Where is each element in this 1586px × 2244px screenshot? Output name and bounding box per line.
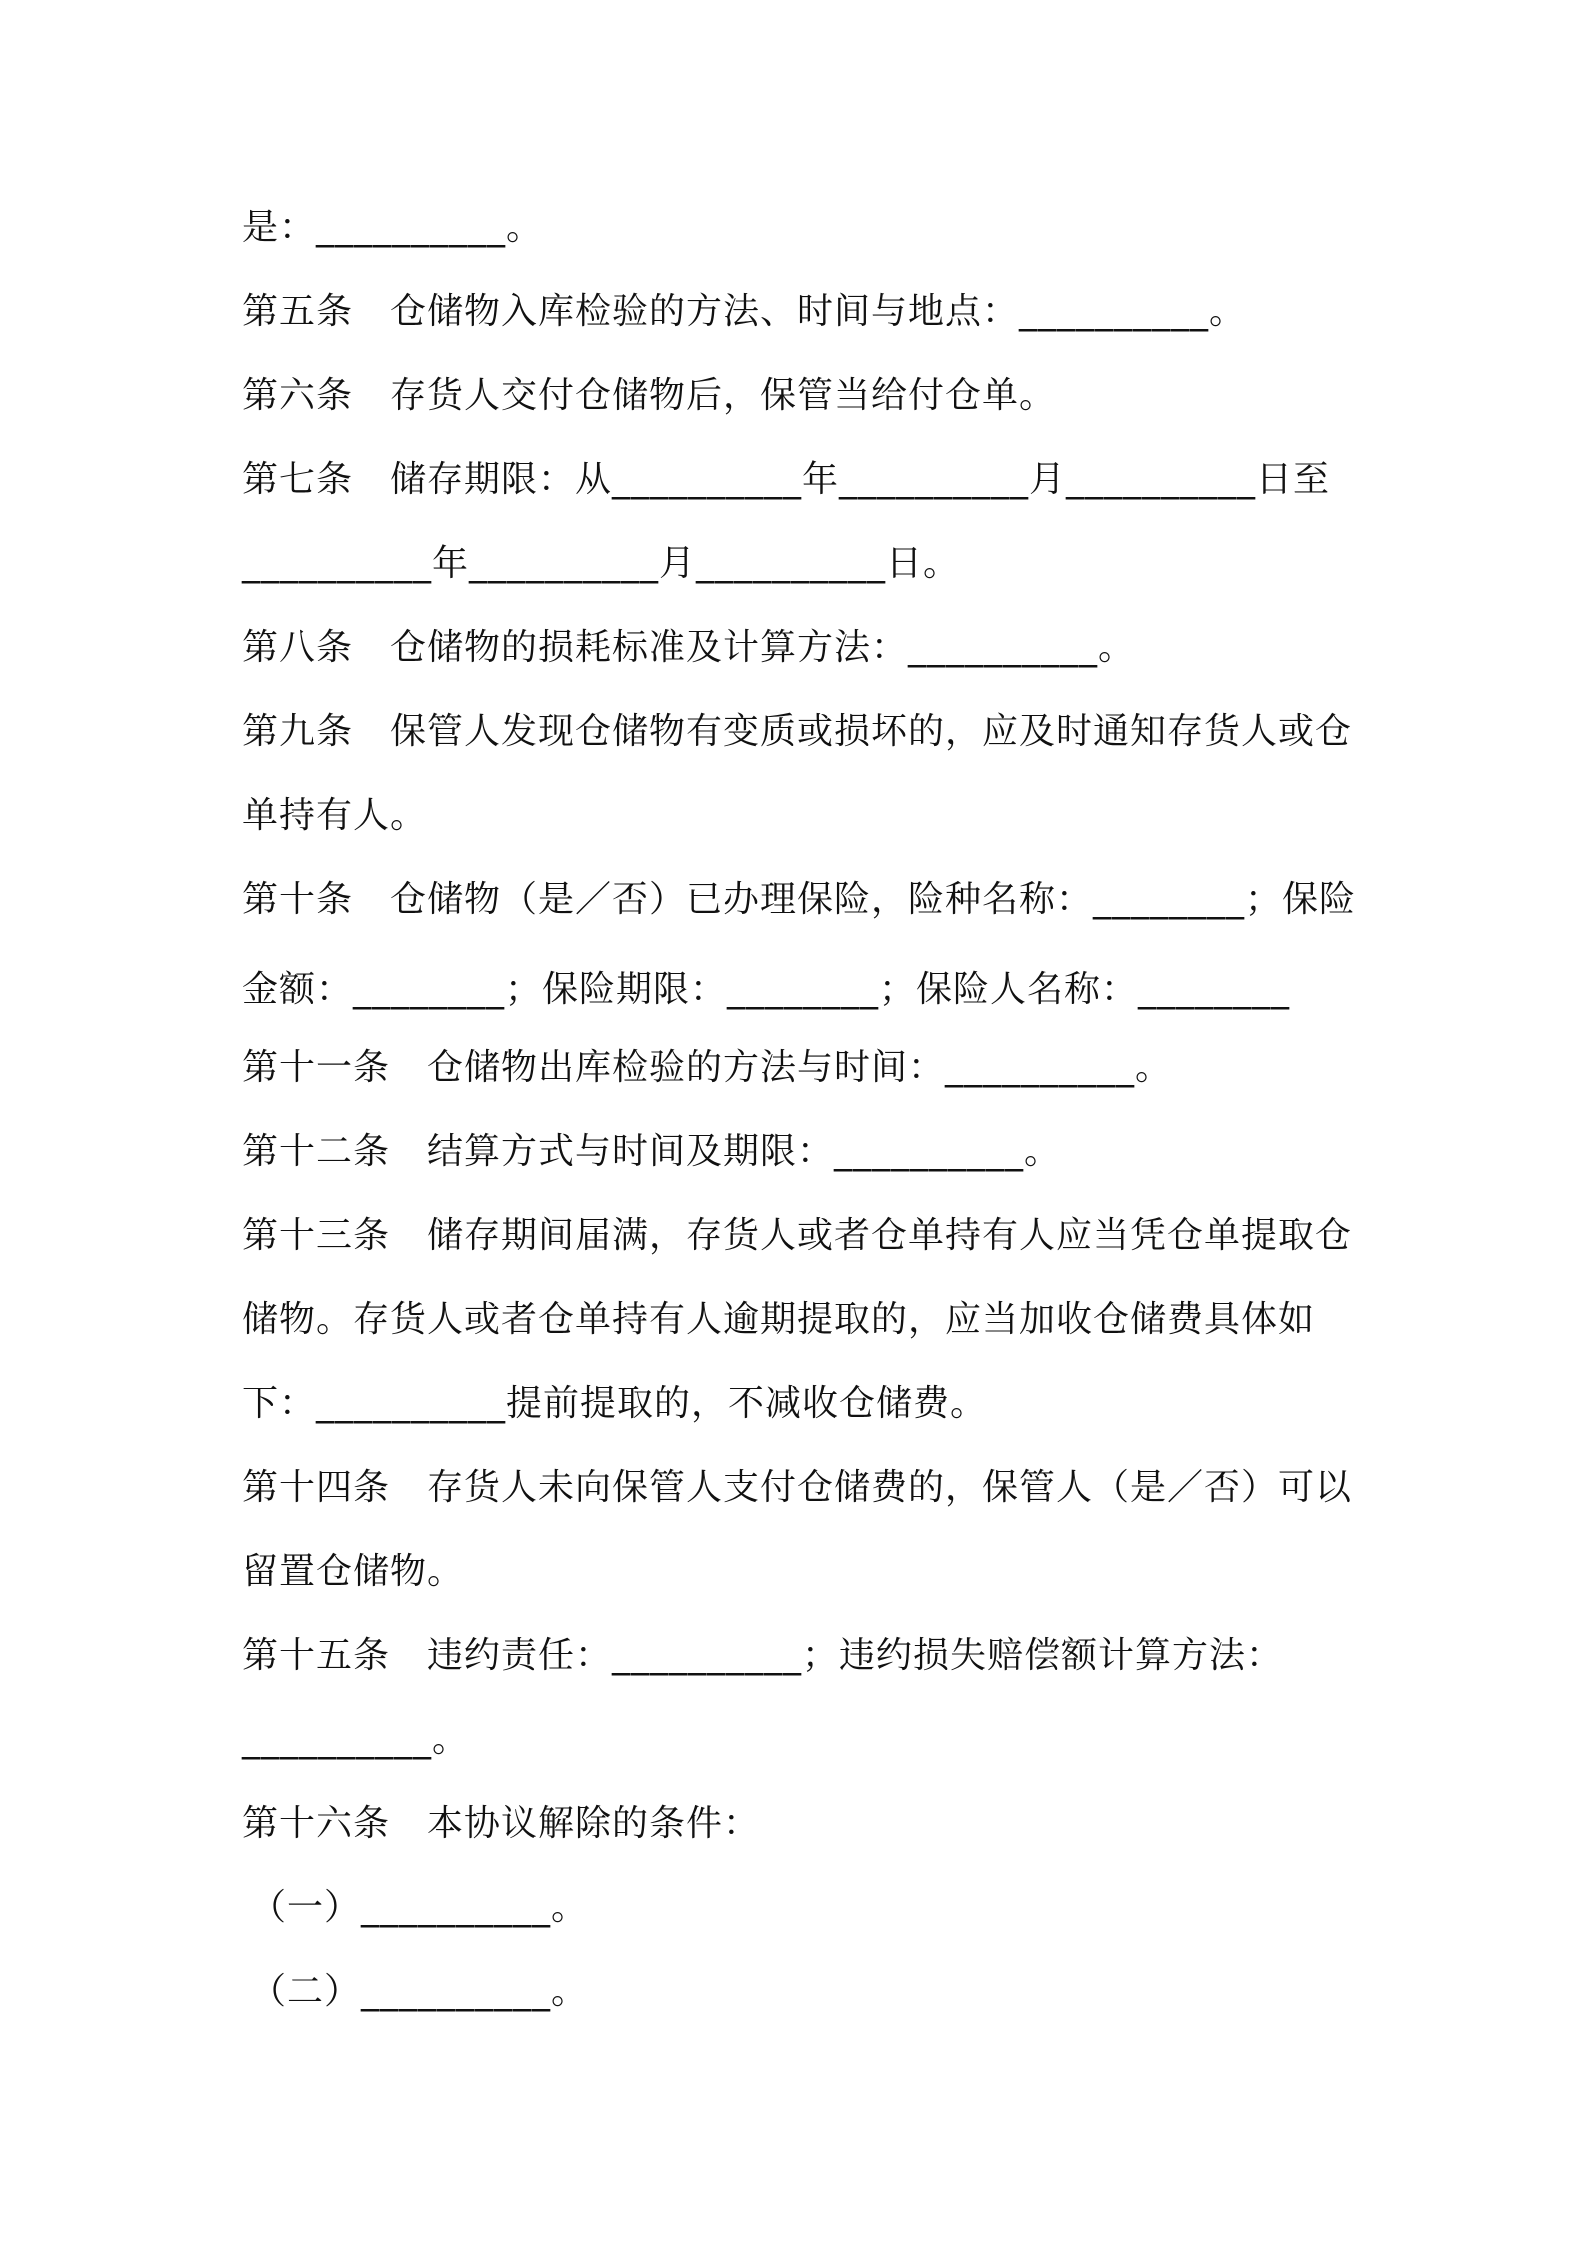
article-13-cont-1: 储物。存货人或者仓单持有人逾期提取的，应当加收仓储费具体如 [242,1299,1316,1340]
article-15-cont: __________。 [242,1719,470,1760]
text-line-1: 是：__________。 [242,207,544,248]
article-8: 第八条 仓储物的损耗标准及计算方法：__________。 [242,627,1136,668]
article-16-item-2: （二）__________。 [250,1971,589,2012]
article-16: 第十六条 本协议解除的条件： [242,1803,761,1844]
article-7: 第七条 储存期限：从__________年__________月__________日至 [242,459,1331,500]
article-13: 第十三条 储存期间届满，存货人或者仓单持有人应当凭仓单提取仓 [242,1215,1353,1256]
article-9: 第九条 保管人发现仓储物有变质或损坏的，应及时通知存货人或仓 [242,711,1353,752]
article-6: 第六条 存货人交付仓储物后，保管当给付仓单。 [242,375,1057,416]
article-7-cont: __________年__________月__________日。 [242,543,960,584]
article-14: 第十四条 存货人未向保管人支付仓储费的，保管人（是／否）可以 [242,1467,1353,1508]
article-12: 第十二条 结算方式与时间及期限：__________。 [242,1131,1062,1172]
article-10: 第十条 仓储物（是／否）已办理保险，险种名称：________；保险 [242,879,1357,920]
article-5: 第五条 仓储物入库检验的方法、时间与地点：__________。 [242,291,1247,332]
article-13-cont-2: 下：__________提前提取的，不减收仓储费。 [242,1383,988,1424]
article-15: 第十五条 违约责任：__________；违约损失赔偿额计算方法： [242,1635,1284,1676]
article-10-cont: 金额：________；保险期限：________；保险人名称：________ [242,969,1291,1010]
article-11: 第十一条 仓储物出库检验的方法与时间：__________。 [242,1047,1173,1088]
article-9-cont: 单持有人。 [242,795,428,836]
article-14-cont: 留置仓储物。 [242,1551,465,1592]
article-16-item-1: （一）__________。 [250,1887,589,1928]
